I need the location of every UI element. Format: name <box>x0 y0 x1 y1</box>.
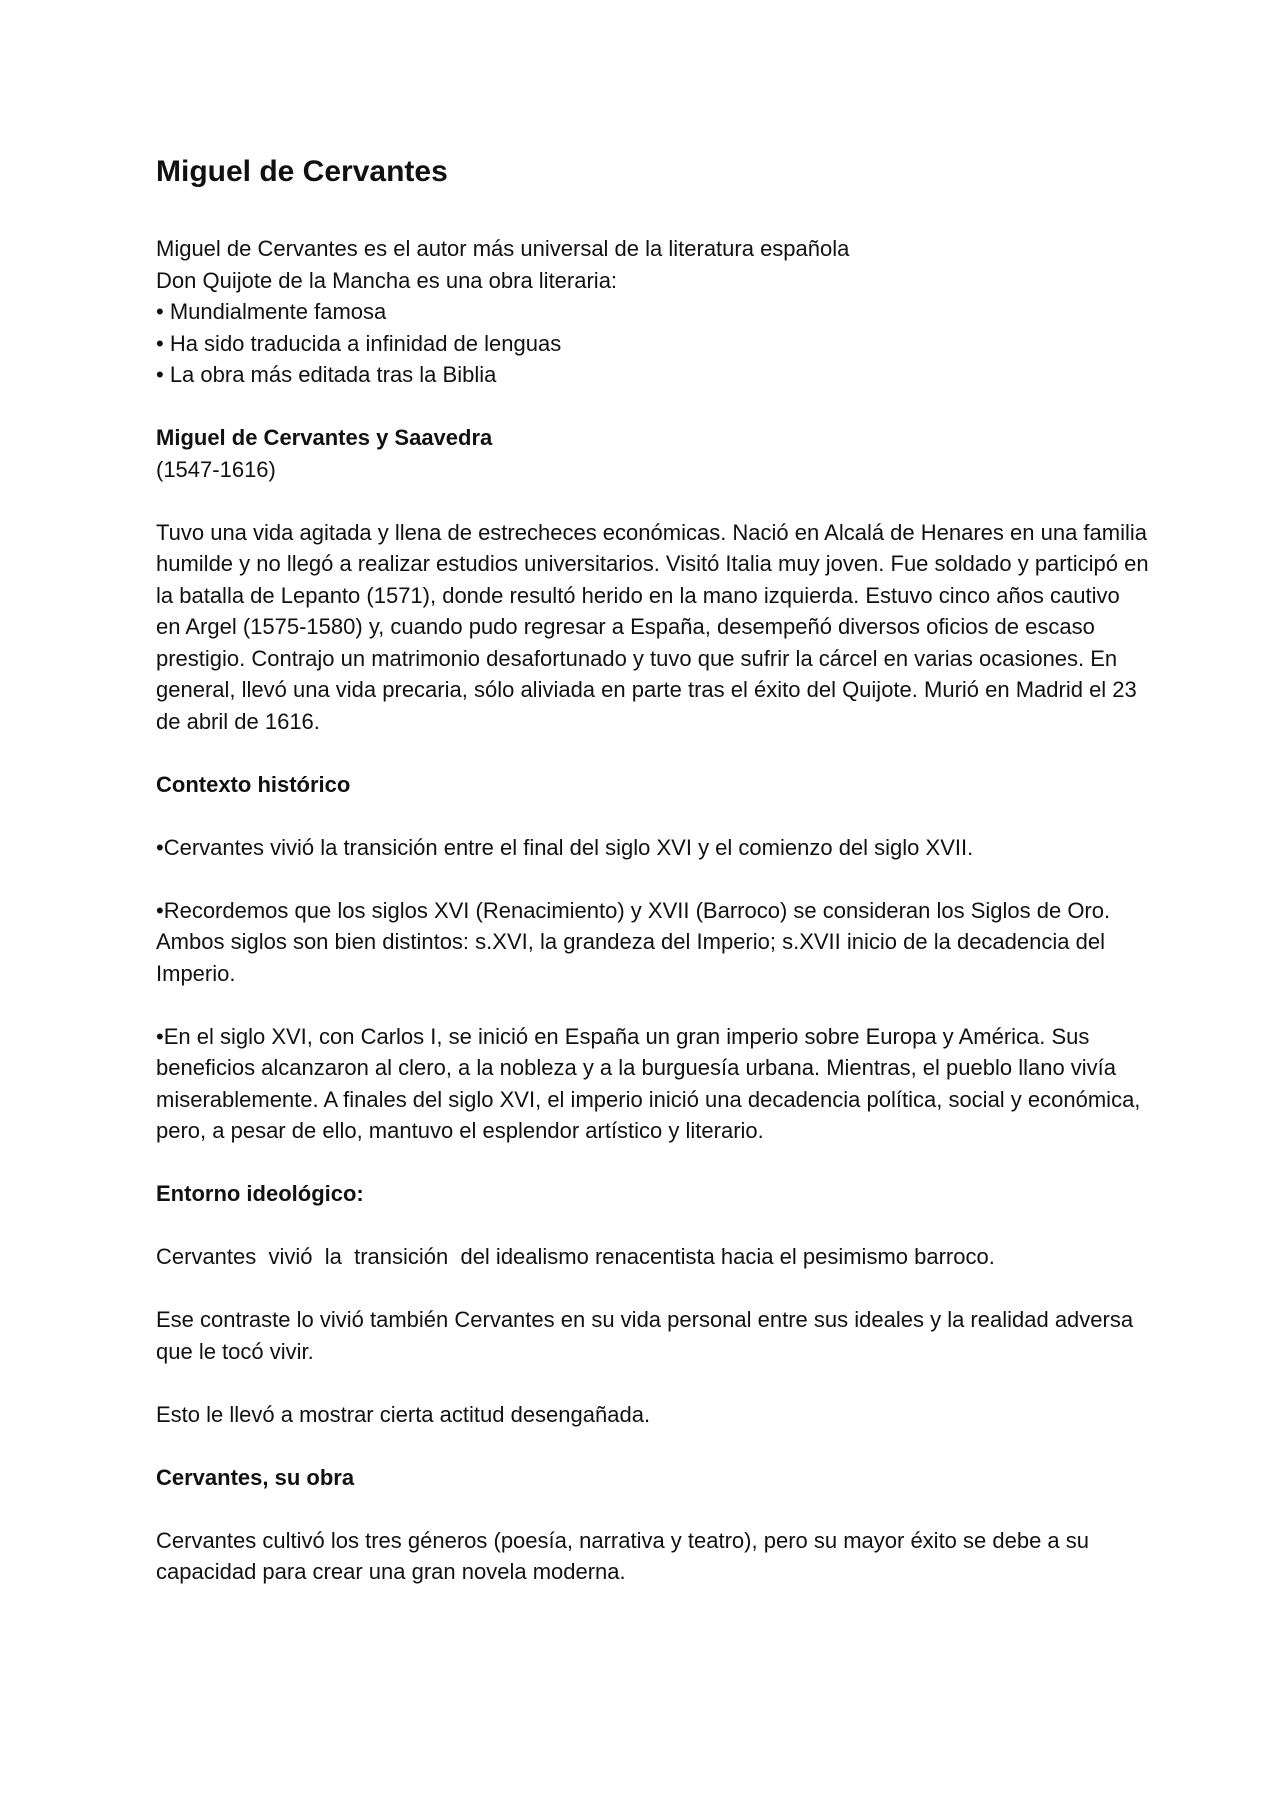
entorno-paragraph-2: Ese contraste lo vivió también Cervantes en su vida personal entre sus ideales y la realidad adversa que le tocó vivir. <box>156 1307 1134 1364</box>
bio-paragraph: Tuvo una vida agitada y llena de estrecheces económicas. Nació en Alcalá de Henares en una familia humilde y no llegó a realizar estudios universitarios. Visitó Italia muy joven. Fue soldado y participó en la batalla de Lepanto (1571), donde resultó herido en la mano izquierda. Estuvo cinco años cautivo en Argel (1575-1580) y, cuando pudo regresar a España, desempeñó diversos oficios de escaso prestigio. Contrajo un matrimonio desafortunado y tuvo que sufrir la cárcel en varias ocasiones. En general, llevó una vida precaria, sólo aliviada en parte tras el éxito del Quijote. Murió en Madrid el 23 de abril de 1616. <box>156 519 1149 734</box>
bullet-item: • Mundialmente famosa <box>156 299 387 324</box>
bio-name: Miguel de Cervantes y Saavedra <box>156 425 493 450</box>
document-title: Miguel de Cervantes <box>156 155 448 188</box>
contexto-heading: Contexto histórico <box>156 771 351 797</box>
bullet-item: • La obra más editada tras la Biblia <box>156 362 497 387</box>
intro-line-1: Miguel de Cervantes es el autor más universal de la literatura española <box>156 236 850 261</box>
contexto-paragraph-2: •Recordemos que los siglos XVI (Renacimiento) y XVII (Barroco) se consideran los Siglos de Oro. Ambos siglos son bien distintos: s.XVI, la grandeza del Imperio; s.XVII inicio de la decadencia del Imperio. <box>156 897 1111 986</box>
contexto-paragraph-1: •Cervantes vivió la transición entre el final del siglo XVI y el comienzo del siglo XVII. <box>156 834 974 860</box>
intro-line-2: Don Quijote de la Mancha es una obra literaria: <box>156 267 618 293</box>
entorno-paragraph-3: Esto le llevó a mostrar cierta actitud desengañada. <box>156 1401 651 1427</box>
bio-dates: (1547-1616) <box>156 456 276 482</box>
obra-heading: Cervantes, su obra <box>156 1464 355 1490</box>
bullet-item: • Ha sido traducida a infinidad de lenguas <box>156 330 562 356</box>
entorno-paragraph-1: Cervantes vivió la transición del idealismo renacentista hacia el pesimismo barroco. <box>156 1244 995 1269</box>
contexto-paragraph-3: •En el siglo XVI, con Carlos I, se inició en España un gran imperio sobre Europa y América. Sus beneficios alcanzaron al clero, a la nobleza y a la burguesía urbana. Mientras, el pueblo llano vivía miserablemente. A finales del siglo XVI, el imperio inició una decadencia política, social y económica, pero, a pesar de ello, mantuvo el esplendor artístico y literario. <box>156 1023 1141 1143</box>
intro-section <box>156 233 1150 391</box>
obra-paragraph-1: Cervantes cultivó los tres géneros (poesía, narrativa y teatro), pero su mayor éxito se debe a su capacidad para crear una gran novela moderna. <box>156 1527 1090 1584</box>
entorno-heading: Entorno ideológico: <box>156 1181 364 1206</box>
bio-header <box>156 422 1150 485</box>
